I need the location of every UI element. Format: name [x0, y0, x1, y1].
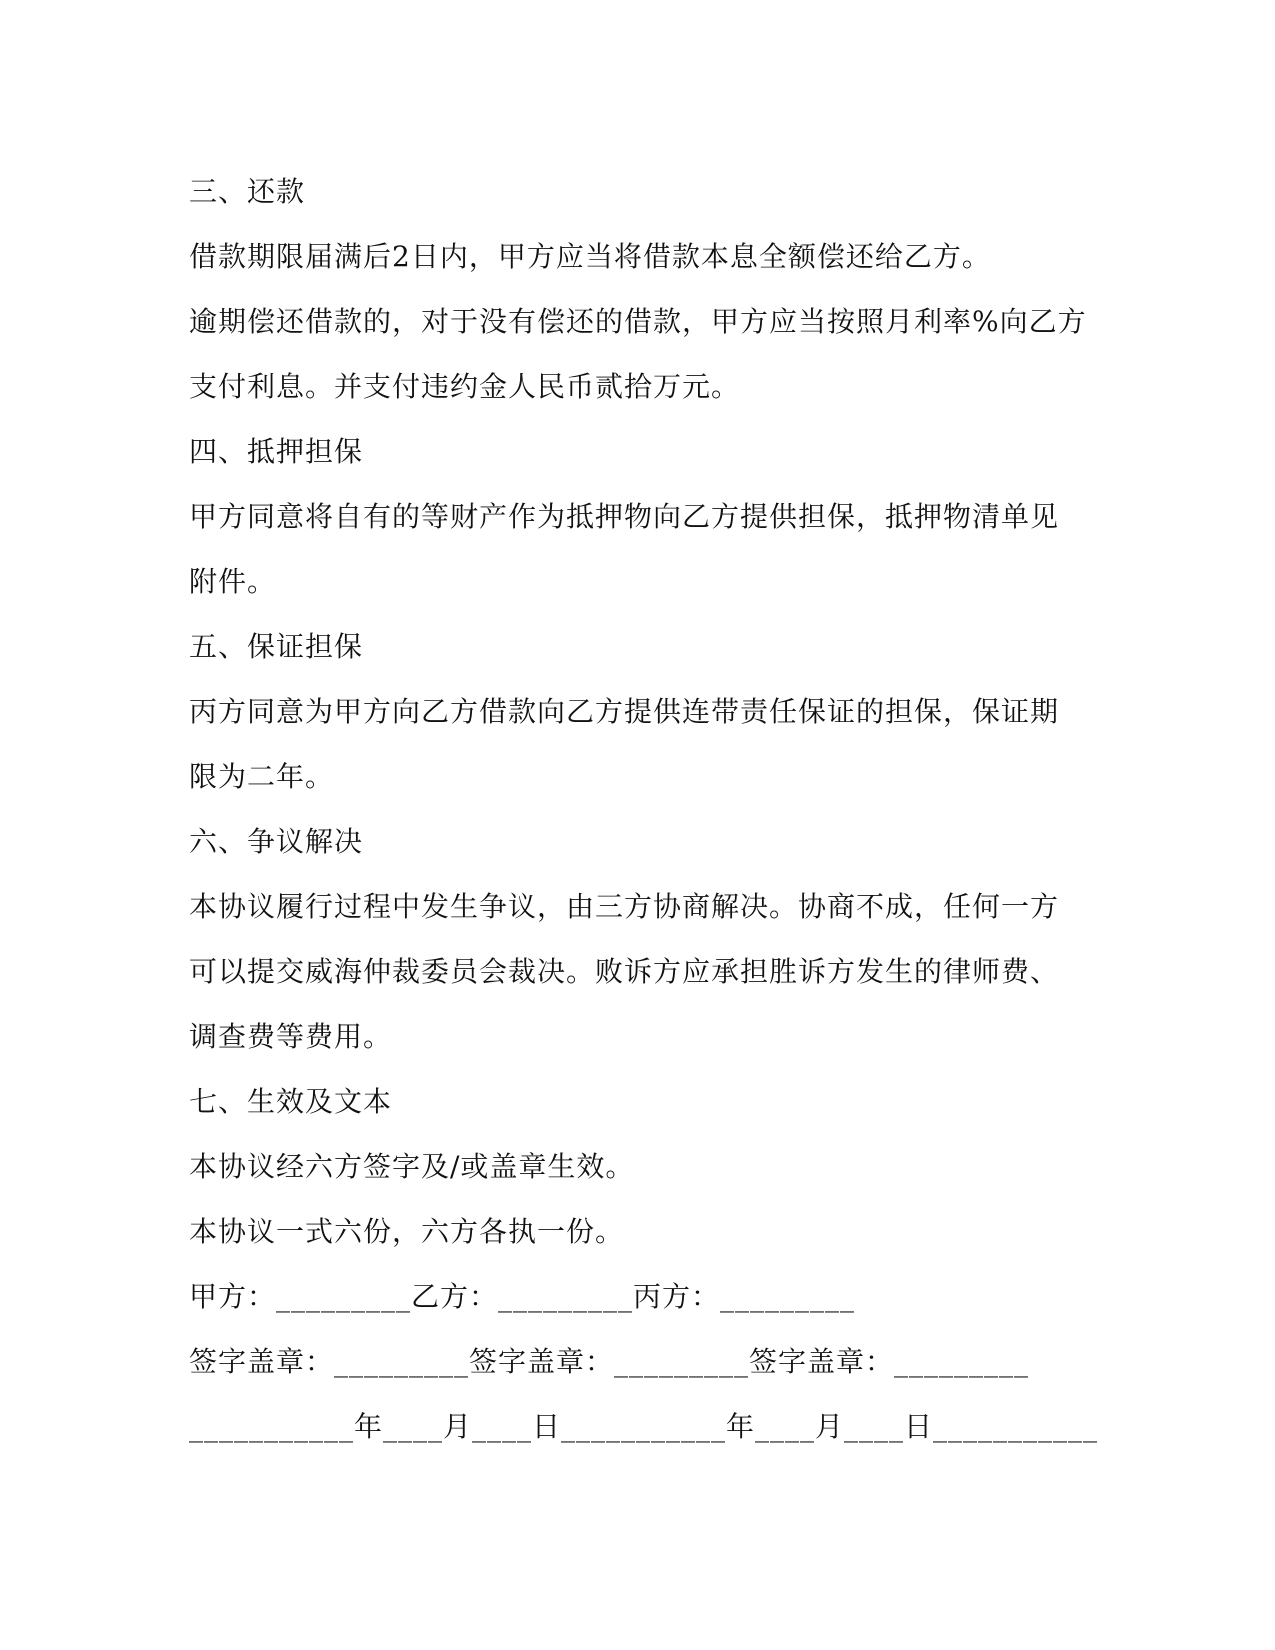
- paragraph-line: 逾期偿还借款的，对于没有偿还的借款，甲方应当按照月利率%向乙方: [189, 305, 1087, 338]
- paragraph-line: 可以提交威海仲裁委员会裁决。败诉方应承担胜诉方发生的律师费、: [189, 955, 1060, 988]
- paragraph-line: 借款期限届满后2日内，甲方应当将借款本息全额偿还给乙方。: [189, 240, 991, 273]
- section-heading-repayment: 三、还款: [189, 175, 306, 208]
- section-heading-guarantee: 五、保证担保: [189, 630, 364, 663]
- paragraph-line: 本协议履行过程中发生争议，由三方协商解决。协商不成，任何一方: [189, 890, 1060, 923]
- paragraph-line: 调查费等费用。: [189, 1020, 393, 1053]
- party-signature-line: 甲方：_________乙方：_________丙方：_________: [189, 1280, 856, 1313]
- paragraph-line: 丙方同意为甲方向乙方借款向乙方提供连带责任保证的担保，保证期: [189, 695, 1060, 728]
- section-heading-effect: 七、生效及文本: [189, 1085, 393, 1118]
- paragraph-line: 支付利息。并支付违约金人民币贰拾万元。: [189, 370, 741, 403]
- paragraph-line: 甲方同意将自有的等财产作为抵押物向乙方提供担保，抵押物清单见: [189, 500, 1060, 533]
- paragraph-line: 限为二年。: [189, 760, 335, 793]
- paragraph-line: 本协议一式六份，六方各执一份。: [189, 1215, 625, 1248]
- seal-signature-line: 签字盖章：_________签字盖章：_________签字盖章：_________: [189, 1345, 1030, 1378]
- date-line: ___________年____月____日___________年____月____日___________: [189, 1410, 1099, 1443]
- section-heading-mortgage: 四、抵押担保: [189, 435, 364, 468]
- paragraph-line: 本协议经六方签字及/或盖章生效。: [189, 1150, 635, 1183]
- section-heading-dispute: 六、争议解决: [189, 825, 364, 858]
- paragraph-line: 附件。: [189, 565, 277, 598]
